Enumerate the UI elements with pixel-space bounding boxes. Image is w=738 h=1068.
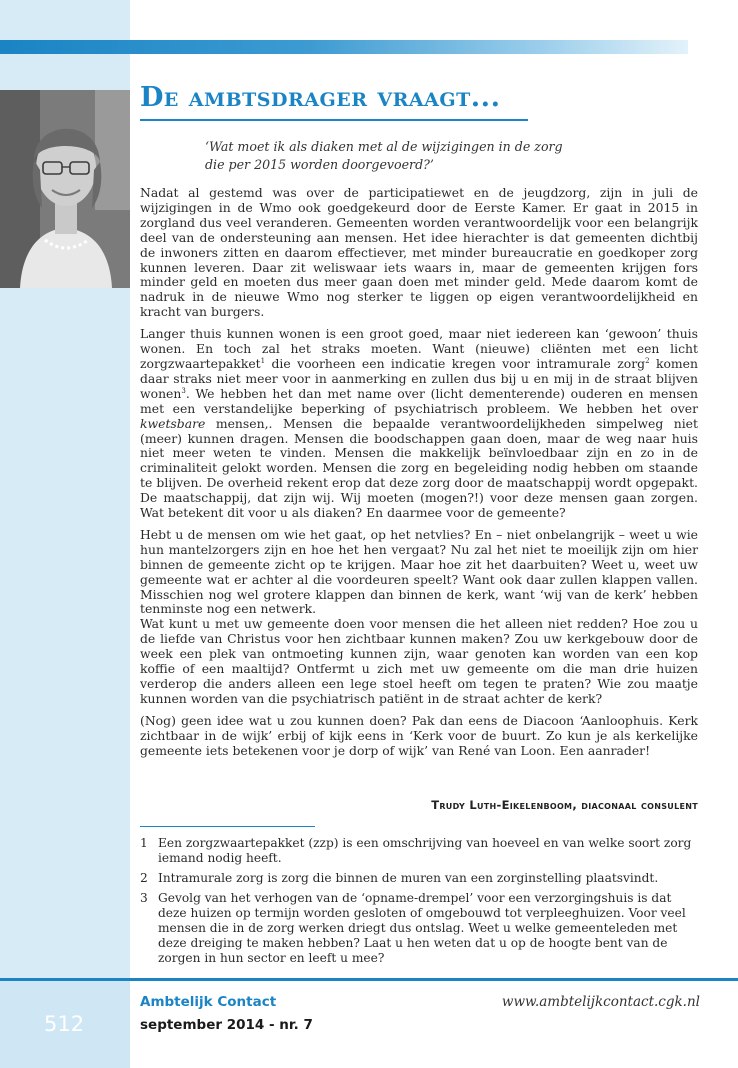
footnote-number: 2 bbox=[140, 871, 148, 885]
paragraph-2-part-b: die voorheen een indicatie kregen voor intramurale zorg bbox=[265, 355, 646, 371]
footnote-text: Een zorgzwaartepakket (zzp) is een omschrijving van hoeveel en van welke soort zorg iemand nodig heeft. bbox=[158, 836, 692, 865]
paragraph-2-part-a: Langer thuis kunnen wonen is een groot goed, maar niet iedereen kan ‘gewoon’ thuis wonen. En toch zal het straks moeten. Want (nieuwe) cliënten met een licht zorgzwaartepakket bbox=[140, 326, 698, 371]
footnote-ref-3: 3 bbox=[181, 386, 186, 395]
author-portrait-photo bbox=[0, 90, 130, 288]
paragraph-2-part-e: mensen,. Mensen die bepaalde verantwoordelijkheden simpelweg niet (meer) kunnen dragen. Mensen die boodschappen gaan doen, maar de weg naar huis niet meer weten te vinden. Mensen die makkelijk beïnvloedbaar zijn en zo in de criminaliteit gelokt worden. Mensen die zorg en begeleiding nodig hebben om staande te blijven. De overheid rekent erop dat deze zorg door de maatschappij wordt opgepakt. De maatschappij, dat zijn wij. Wij moeten (mogen?!) voor deze mensen gaan zorgen. Wat betekent dit voor u als diaken? En daarmee voor de gemeente? bbox=[140, 415, 698, 521]
article-body bbox=[140, 186, 698, 766]
footnote-item bbox=[140, 891, 700, 966]
footnote-ref-2: 2 bbox=[645, 356, 650, 365]
footnote-list bbox=[140, 836, 700, 971]
pull-question bbox=[205, 138, 585, 173]
title-underline bbox=[140, 119, 528, 121]
top-accent-stripe bbox=[0, 40, 688, 54]
footnote-number: 3 bbox=[140, 891, 148, 905]
question-line-2: die per 2015 worden doorgevoerd?’ bbox=[205, 156, 434, 172]
issue-date: september 2014 - nr. 7 bbox=[140, 1017, 313, 1033]
paragraph-5: (Nog) geen idee wat u zou kunnen doen? Pak dan eens de Diacoon ‘Aanloophuis. Kerk zichtbaar in de wijk’ erbij of kijk eens in ‘Kerk voor de buurt. Zo kun je als kerkelijke gemeente iets betekenen voor je dorp of wijk’ van René van Loon. Een aanrader! bbox=[140, 712, 698, 758]
page-title: De ambtsdrager vraagt... bbox=[140, 82, 501, 113]
paragraph-2-part-d: . We hebben het dan met name over (licht dementerende) ouderen en mensen met een verstandelijke beperking of psychiatrisch probleem. We hebben het over bbox=[140, 385, 698, 416]
footnote-divider bbox=[140, 826, 315, 827]
footnote-text: Intramurale zorg is zorg die binnen de muren van een zorginstelling plaatsvindt. bbox=[158, 871, 659, 885]
question-line-1: ‘Wat moet ik als diaken met al de wijzigingen in de zorg bbox=[205, 139, 563, 154]
footnote-item bbox=[140, 836, 700, 866]
paragraph-3: Hebt u de mensen om wie het gaat, op het netvlies? En – niet onbelangrijk – weet u wie hun mantelzorgers zijn en hoe het hen vergaat? Nu zal het niet te moeilijk zijn om hier binnen de gemeente zicht op te krijgen. Maar hoe zit het daarbuiten? Weet u, weet uw gemeente wat er achter al die voordeuren speelt? Want ook daar zullen klappen vallen. Misschien nog wel grotere klappen dan binnen de kerk, want ‘wij van de kerk’ hebben tenminste nog een netwerk. bbox=[140, 526, 698, 617]
magazine-name: Ambtelijk Contact bbox=[140, 994, 277, 1010]
website-link[interactable]: www.ambtelijkcontact.cgk.nl bbox=[501, 994, 700, 1010]
paragraph-4: Wat kunt u met uw gemeente doen voor mensen die het alleen niet redden? Hoe zou u de liefde van Christus voor hen zichtbaar kunnen maken? Zou uw kerkgebouw door de week een plek van ontmoeting kunnen zijn, waar genoten kan worden van een kop koffie of een maaltijd? Ontfermt u zich met uw gemeente om die man drie huizen verderop die anders alleen een lege stoel heeft om tegen te praten? Wie zou maatje kunnen worden van die psychiatrisch patiënt in de straat achter de kerk? bbox=[140, 616, 698, 706]
paragraph-2-emphasis: kwetsbare bbox=[140, 415, 206, 431]
footnote-text: Gevolg van het verhogen van de ‘opname-drempel’ voor een verzorgingshuis is dat deze huizen op termijn worden gesloten of omgebouwd tot verpleeghuizen. Voor veel mensen die in de zorg werken driegt dus ontslag. Weet u welke gemeenteleden met deze dreiging te maken hebben? Laat u hen weten dat u op de hoogte bent van de zorgen in hun sector en leeft u mee? bbox=[158, 891, 686, 965]
footnote-ref-1: 1 bbox=[260, 356, 266, 365]
portrait-photo-icon bbox=[0, 90, 130, 288]
paragraph-2-part-c: komen daar straks niet meer voor in aanmerking en zullen dus bij u en mij in de straat blijven wonen bbox=[140, 355, 698, 401]
paragraph-1: Nadat al gestemd was over de participatiewet en de jeugdzorg, zijn in juli de wijzigingen in de Wmo ook goedgekeurd door de Eerste Kamer. Er gaat in 2015 in zorgland dus veel veranderen. Gemeenten worden verantwoordelijk voor een belangrijk deel van de ondersteuning aan mensen. Het idee hierachter is dat gemeenten dichtbij de inwoners zitten en daarom effectiever, met minder bureaucratie en goedkoper zorg kunnen leveren. Daar zit weliswaar iets waars in, maar de gemeenten krijgen fors minder geld en moeten dus meer gaan doen met minder geld. Mede daarom komt de nadruk in de nieuwe Wmo nog sterker te liggen op eigen verantwoordelijkheid en kracht van burgers. bbox=[140, 185, 698, 320]
footnote-item bbox=[140, 871, 700, 886]
author-signature: Trudy Luth-Eikelenboom, diaconaal consulent bbox=[431, 798, 698, 812]
footnote-number: 1 bbox=[140, 836, 148, 850]
paragraph-2 bbox=[140, 327, 698, 521]
page-number: 512 bbox=[44, 1012, 85, 1036]
